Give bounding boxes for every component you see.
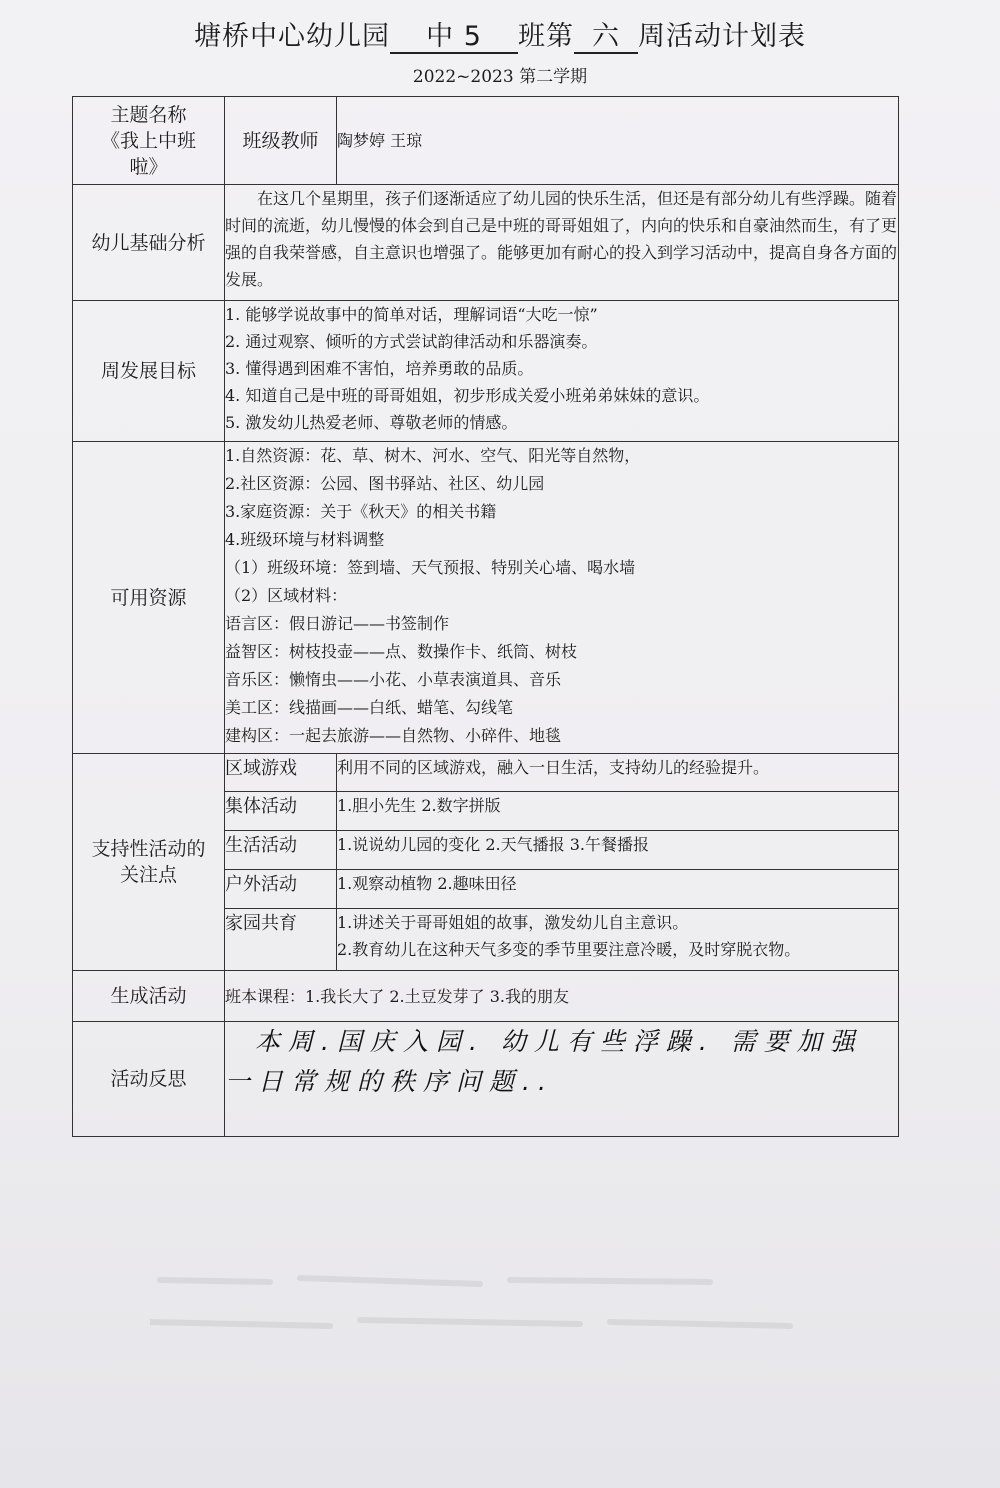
support-home-line: 1.讲述关于哥哥姐姐的故事，激发幼儿自主意识。 [337,913,689,932]
theme-label: 主题名称 [110,103,187,126]
page-title [0,14,1000,54]
resource-item: 美工区：线描画——白纸、蜡笔、勾线笔 [225,698,514,717]
support-label-cell [73,754,225,971]
bleed-through-texture [150,1260,850,1350]
reflection-line: 一日常规的秩序问题.. [225,1067,554,1096]
support-group-label: 集体活动 [225,792,337,831]
support-life-text: 1.说说幼儿园的变化 2.天气播报 3.午餐播报 [337,831,899,870]
goal-item: 3. 懂得遇到困难不害怕，培养勇敢的品质。 [225,359,534,378]
generated-label: 生成活动 [73,971,225,1022]
semester-label: 2022~2023 第二学期 [412,67,588,87]
analysis-label: 幼儿基础分析 [73,185,225,301]
goal-item: 5. 激发幼儿热爱老师、尊敬老师的情感。 [225,413,518,432]
generated-row [73,971,899,1022]
analysis-row [73,185,899,301]
theme-name-line2: 啦》 [129,155,168,178]
resources-row [73,442,899,754]
resource-item: 语言区：假日游记——书签制作 [225,614,450,633]
resource-item: 2.社区资源：公园、图书驿站、社区、幼儿园 [225,474,545,493]
goals-list [225,301,899,442]
goal-item: 2. 通过观察、倾听的方式尝试韵律活动和乐器演奏。 [225,332,598,351]
resource-item: 建构区：一起去旅游——自然物、小碎件、地毯 [225,726,562,745]
goal-item: 4. 知道自己是中班的哥哥姐姐，初步形成关爱小班弟弟妹妹的意识。 [225,386,710,405]
resources-list [225,442,899,754]
resource-item: 3.家庭资源：关于《秋天》的相关书籍 [225,502,497,521]
title-kindergarten: 塘桥中心幼儿园 [194,21,390,52]
theme-label-cell [73,97,225,185]
analysis-text: 在这几个星期里，孩子们逐渐适应了幼儿园的快乐生活，但还是有部分幼儿有些浮躁。随着时间的流逝，幼儿慢慢的体会到自己是中班的哥哥姐姐了，内向的快乐和自豪油然而生，有了更强的自我荣誉感，自主意识也增强了。能够更加有耐心的投入到学习活动中，提高自身各方面的发展。 [225,185,899,301]
support-life-label: 生活活动 [225,831,337,870]
title-week-value: 六 [574,22,638,54]
support-area-games-label: 区域游戏 [225,754,337,792]
reflection-line: 本周.国庆入园. 幼儿有些浮躁. 需要加强 [255,1027,863,1056]
goals-label: 周发展目标 [73,301,225,442]
goals-row [73,301,899,442]
theme-row [73,97,899,185]
weekly-plan-table [72,96,899,1137]
resource-item: 音乐区：懒惰虫——小花、小草表演道具、音乐 [225,670,562,689]
support-label-line2: 关注点 [119,864,177,886]
resources-label: 可用资源 [73,442,225,754]
support-home-line: 2.教育幼儿在这种天气多变的季节里要注意冷暖，及时穿脱衣物。 [337,940,801,959]
goal-item: 1. 能够学说故事中的简单对话，理解词语“大吃一惊” [225,305,598,324]
support-group-text: 1.胆小先生 2.数字拼版 [337,792,899,831]
support-outdoor-text: 1.观察动植物 2.趣味田径 [337,870,899,909]
support-outdoor-label: 户外活动 [225,870,337,909]
support-home-text [337,909,899,971]
teacher-label: 班级教师 [225,97,337,185]
support-home-label: 家园共育 [225,909,337,971]
teacher-names: 陶梦婷 王琼 [337,97,899,185]
generated-text: 班本课程：1.我长大了 2.土豆发芽了 3.我的朋友 [225,971,899,1022]
reflection-row [73,1022,899,1137]
title-mid: 班第 [518,21,574,52]
resource-item: 4.班级环境与材料调整 [225,530,385,549]
support-area-games-text: 利用不同的区域游戏，融入一日生活，支持幼儿的经验提升。 [337,754,899,792]
resource-item: 益智区：树枝投壶——点、数操作卡、纸筒、树枝 [225,642,578,661]
support-row-area-games [73,754,899,792]
reflection-label: 活动反思 [73,1022,225,1137]
reflection-handwriting [225,1022,899,1137]
title-suffix: 周活动计划表 [638,21,806,52]
resource-item: 1.自然资源：花、草、树木、河水、空气、阳光等自然物， [225,446,641,465]
support-label-line1: 支持性活动的 [91,838,206,860]
resource-item: （1）班级环境：签到墙、天气预报、特别关心墙、喝水墙 [225,558,636,577]
theme-name-line1: 《我上中班 [100,129,196,152]
resource-item: （2）区域材料： [225,586,348,605]
title-class-value: 中 5 [390,22,518,54]
